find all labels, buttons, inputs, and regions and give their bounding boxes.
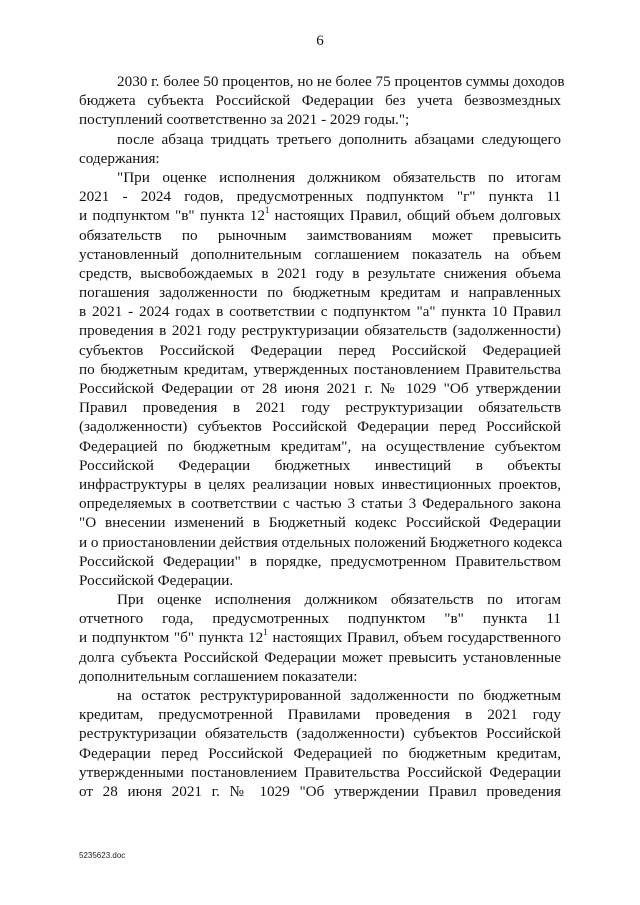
text-line: Российской Федерации бюджетных инвестиций в объекты: [79, 456, 561, 474]
superscript: 1: [264, 205, 270, 216]
text-line: "При оценке исполнения должником обязательств по итогам: [117, 168, 561, 186]
paragraph: [79, 168, 561, 590]
text-segment: настоящих Правил, общий объем долговых: [269, 207, 561, 225]
text-line: дополнительным соглашением показатели:: [79, 667, 358, 685]
text-line: и о приостановлении действия отдельных положений Бюджетного кодекса: [79, 533, 563, 551]
text-line: 2030 г. более 50 процентов, но не более 75 процентов суммы доходов: [117, 73, 565, 90]
text-line: установленный дополнительным соглашением показатель на объем: [79, 245, 561, 263]
text-line: от 28 июня 2021 г. № 1029 "Об утверждении Правил проведения: [79, 782, 561, 800]
text-line: по бюджетным кредитам, утвержденных постановлением Правительства: [79, 360, 561, 378]
text-line: Российской Федерации" в порядке, предусмотренном Правительством: [79, 552, 561, 570]
paragraph: [79, 130, 561, 168]
document-body: [79, 72, 565, 801]
paragraph: [79, 590, 561, 686]
paragraph: [79, 686, 561, 801]
text-line: [79, 628, 561, 647]
text-line: утвержденными постановлением Правительства Российской Федерации: [79, 763, 561, 781]
text-line: обязательств по рыночным заимствованиям может превысить: [79, 226, 561, 244]
text-line: "О внесении изменений в Бюджетный кодекс Российской Федерации: [79, 514, 561, 532]
text-line: При оценке исполнения должником обязательств по итогам: [117, 591, 561, 609]
text-line: 2021 - 2024 годов, предусмотренных подпунктом "г" пункта 11: [79, 188, 561, 206]
text-line: Федерацией по бюджетным кредитам", на осуществление субъектом: [79, 437, 561, 455]
text-line: бюджета субъекта Российской Федерации без учета безвозмездных: [79, 92, 561, 110]
text-line: поступлений соответственно за 2021 - 2029 годы.";: [79, 111, 410, 129]
text-line: отчетного года, предусмотренных подпунктом "в" пункта 11: [79, 610, 561, 628]
text-segment: и подпунктом "в" пункта 12: [79, 207, 265, 225]
text-line: Правил проведения в 2021 году реструктуризации обязательств: [79, 399, 561, 417]
text-line: проведения в 2021 году реструктуризации обязательств (задолженности): [79, 322, 561, 340]
text-segment: настоящих Правил, объем государственного: [267, 629, 561, 647]
text-line: определяемых в соответствии с частью 3 статьи 3 Федерального закона: [79, 495, 561, 513]
text-line: инфраструктуры в целях реализации новых инвестиционных проектов,: [79, 475, 561, 493]
text-line: долга субъекта Российской Федерации может превысить установленные: [79, 648, 561, 666]
superscript: 1: [263, 627, 268, 638]
text-line: в 2021 - 2024 годах в соответствии с подпунктом "а" пункта 10 Правил: [79, 303, 561, 321]
text-line: кредитам, предусмотренной Правилами проведения в 2021 году: [79, 706, 561, 724]
page-number: 6: [316, 33, 324, 49]
text-line: Российской Федерации от 28 июня 2021 г. № 1029 "Об утверждении: [79, 380, 561, 397]
footer-file-code: 5235623.doc: [79, 851, 126, 860]
text-line: Российской Федерации.: [79, 571, 234, 589]
text-segment: и подпунктом "б" пункта 12: [79, 629, 264, 647]
text-line: содержания:: [79, 149, 160, 167]
text-line: субъектов Российской Федерации перед Российской Федерацией: [79, 341, 561, 359]
paragraph: [79, 72, 565, 130]
text-line: после абзаца тридцать третьего дополнить абзацами следующего: [117, 130, 561, 148]
text-line: (задолженности) субъектов Российской Федерации перед Российской: [79, 418, 561, 436]
text-line: на остаток реструктурированной задолженности по бюджетным: [117, 687, 561, 704]
text-line: реструктуризации обязательств (задолженности) субъектов Российской: [79, 725, 561, 743]
text-line: Федерации перед Российской Федерацией по бюджетным кредитам,: [79, 744, 561, 762]
text-line: средств, высвобождаемых в 2021 году в результате снижения объема: [79, 264, 561, 282]
text-line: [79, 206, 561, 225]
text-line: погашения задолженности по бюджетным кредитам и направленных: [79, 284, 561, 302]
